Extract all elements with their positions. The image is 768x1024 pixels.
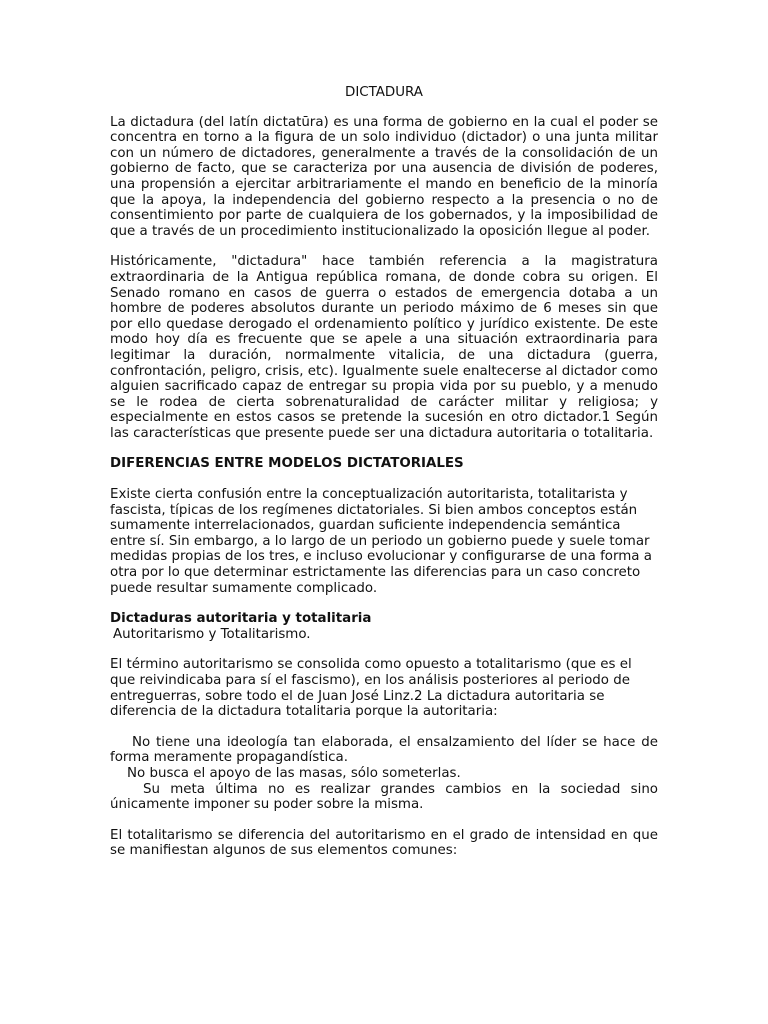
- document-body: [110, 85, 658, 874]
- section-heading-differences: DIFERENCIAS ENTRE MODELOS DICTATORIALES: [110, 456, 464, 472]
- list-item: No busca el apoyo de las masas, sólo someterlas.: [127, 765, 461, 781]
- paragraph-definition: La dictadura (del latín dictatūra) es una forma de gobierno en la cual el poder se concentra en torno a la figura de un solo individuo (dictador) o una junta militar con un número de dictadores, generalmente a través de la consolidación de un gobierno de facto, que se caracteriza por una ausencia de división de poderes, una propensión a ejercitar arbitrariamente el mando en beneficio de la minoría que la apoya, la independencia del gobierno respecto a la presencia o no de consentimiento por parte de cualquiera de los gobernados, y la imposibilidad de que a través de un procedimiento institucionalizado la oposición llegue al poder.: [110, 114, 658, 239]
- paragraph-history: Históricamente, "dictadura" hace también referencia a la magistratura extraordinaria de la Antigua república romana, de donde cobra su origen. El Senado romano en casos de guerra o estados de emergencia dotaba a un hombre de poderes absolutos durante un periodo máximo de 6 meses sin que por ello quedase derogado el ordenamiento político y jurídico existente. De este modo hoy día es frecuente que se apele a una situación extraordinaria para legitimar la duración, normalmente vitalicia, de una dictadura (guerra, confrontación, peligro, crisis, etc). Igualmente suele enaltecerse al dictador como alguien sacrificado capaz de entregar su propia vida por su pueblo, y a menudo se le rodea de cierta sobrenaturalidad de carácter militar y religiosa; y especialmente en estos casos se pretende la sucesión en otro dictador.1 Según las características que presente puede ser una dictadura autoritaria o totalitaria.: [110, 254, 658, 441]
- subsection-heading-dictatorships: Dictaduras autoritaria y totalitaria: [110, 611, 372, 627]
- list-item: No tiene una ideología tan elaborada, el ensalzamiento del líder se hace de forma meramente propagandística.: [110, 734, 658, 766]
- paragraph-confusion: Existe cierta confusión entre la conceptualización autoritarista, totalitarista y fascista, típicas de los regímenes dictatoriales. Si bien ambos conceptos están sumamente interrelacionados, guardan suficiente independencia semántica entre sí. Sin embargo, a lo largo de un periodo un gobierno puede y suele tomar medidas propias de los tres, e incluso evolucionar y configurarse de una forma a otra por lo que determinar estrictamente las diferencias para un caso concreto puede resultar sumamente complicado.: [110, 487, 652, 596]
- document-title: DICTADURA: [345, 85, 423, 100]
- authoritarian-traits-list: [110, 735, 658, 813]
- subsection-subtitle: Autoritarismo y Totalitarismo.: [113, 626, 311, 642]
- paragraph-authoritarianism: El término autoritarismo se consolida como opuesto a totalitarismo (que es el que reivindicaba para sí el fascismo), en los análisis posteriores al periodo de entreguerras, sobre todo el de Juan José Linz.2 La dictadura autoritaria se diferencia de la dictadura totalitaria porque la autoritaria:: [110, 657, 632, 720]
- paragraph-totalitarianism: El totalitarismo se diferencia del autoritarismo en el grado de intensidad en que se manifiestan algunos de sus elementos comunes:: [110, 827, 658, 859]
- list-item: Su meta última no es realizar grandes cambios en la sociedad sino únicamente imponer su poder sobre la misma.: [110, 781, 658, 813]
